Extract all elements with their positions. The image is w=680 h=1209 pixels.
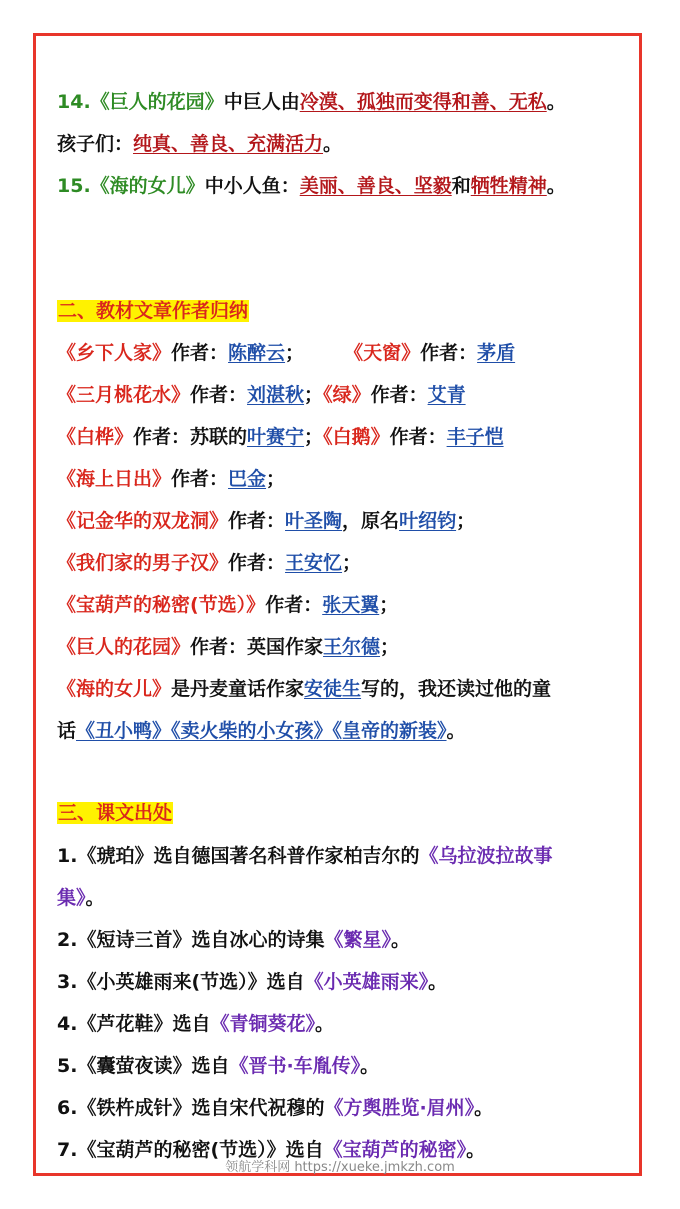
author-name: 安徒生 — [304, 678, 362, 700]
kids-end: 。 — [323, 133, 343, 155]
author-name: 叶赛宁 — [247, 426, 305, 448]
author-label: 作者： — [190, 384, 248, 406]
separator: ； — [380, 636, 400, 658]
separator: ； — [304, 384, 324, 406]
source-book: 《小英雄雨来》 — [304, 971, 429, 993]
item-number: 14. — [57, 91, 91, 113]
source-text: 1.《琥珀》选自德国著名科普作家柏吉尔的 — [57, 845, 420, 867]
section-heading: 二、教材文章作者归纳 — [58, 300, 249, 322]
source-row-1 — [57, 843, 552, 869]
author-row-1 — [57, 340, 515, 366]
source-end: 。 — [85, 887, 105, 909]
author-name: 茅盾 — [477, 342, 516, 364]
source-book: 《晋书·车胤传》 — [229, 1055, 361, 1077]
source-end: 。 — [390, 929, 410, 951]
author-row-5 — [57, 508, 475, 534]
source-end: 。 — [360, 1055, 380, 1077]
text-title: 《乡下人家》 — [57, 342, 172, 364]
author-label: 作者： — [228, 510, 286, 532]
author-row-2 — [57, 382, 466, 408]
source-book: 《乌拉波拉故事 — [419, 845, 553, 867]
section-3-heading — [57, 800, 173, 826]
item-highlight-2: 牺牲精神 — [470, 175, 547, 197]
author-name: 丰子恺 — [446, 426, 504, 448]
source-text: 3.《小英雄雨来(节选）》选自 — [57, 971, 305, 993]
item-15 — [57, 173, 566, 199]
text-title: 《绿》 — [323, 384, 371, 406]
author-label: 作者： — [228, 552, 286, 574]
item-and: 和 — [451, 175, 471, 197]
source-book: 集》 — [57, 887, 86, 909]
text-title: 《宝葫芦的秘密(节选）》 — [57, 594, 266, 616]
source-text: 2.《短诗三首》选自冰心的诗集 — [57, 929, 325, 951]
text-title: 《白桦》 — [57, 426, 134, 448]
item-end: 。 — [546, 175, 566, 197]
source-row-2 — [57, 927, 410, 953]
source-row-1-cont — [57, 885, 105, 911]
source-text: 6.《铁杵成针》选自宋代祝穆的 — [57, 1097, 325, 1119]
source-row-4 — [57, 1011, 334, 1037]
source-text: 4.《芦花鞋》选自 — [57, 1013, 211, 1035]
source-book: 《方舆胜览·眉州》 — [324, 1097, 475, 1119]
sentence-end: 。 — [446, 720, 466, 742]
source-book: 《青铜葵花》 — [210, 1013, 315, 1035]
author-name: 王安忆 — [285, 552, 343, 574]
sentence-lead: 话 — [57, 720, 77, 742]
author-label: 作者： — [171, 468, 229, 490]
source-row-6 — [57, 1095, 493, 1121]
author-row-6 — [57, 550, 361, 576]
separator: ； — [304, 426, 324, 448]
author-label: 作者： — [420, 342, 478, 364]
author-label: 作者：苏联的 — [133, 426, 248, 448]
kids-highlight: 纯真、善良、充满活力 — [133, 133, 324, 155]
text-title: 《巨人的花园》 — [57, 636, 191, 658]
source-book: 《宝葫芦的秘密》 — [323, 1139, 467, 1161]
author-name: 叶圣陶 — [285, 510, 343, 532]
item-highlight: 美丽、善良、坚毅 — [299, 175, 452, 197]
author-label: 是丹麦童话作家 — [171, 678, 305, 700]
source-text: 5.《囊萤夜读》选自 — [57, 1055, 230, 1077]
author-name: 王尔德 — [323, 636, 381, 658]
item-highlight: 冷漠、孤独而变得和善、无私 — [299, 91, 547, 113]
source-end: 。 — [428, 971, 448, 993]
text-title: 《白鹅》 — [323, 426, 390, 448]
sentence-text: 写的，我还读过他的童 — [361, 678, 552, 700]
text-title: 《我们家的男子汉》 — [57, 552, 229, 574]
separator: ； — [379, 594, 399, 616]
author-row-9 — [57, 676, 551, 702]
item-title: 《海的女儿》 — [90, 175, 205, 197]
author-row-7 — [57, 592, 398, 618]
separator: ； — [285, 342, 305, 364]
text-title: 《三月桃花水》 — [57, 384, 191, 406]
author-name: 叶绍钧 — [399, 510, 457, 532]
author-label: 作者： — [171, 342, 229, 364]
author-label: 作者： — [389, 426, 447, 448]
separator: ，原名 — [342, 510, 400, 532]
author-row-8 — [57, 634, 399, 660]
item-title: 《巨人的花园》 — [90, 91, 224, 113]
author-row-10 — [57, 718, 466, 744]
section-heading: 三、课文出处 — [58, 802, 173, 824]
author-name: 巴金 — [228, 468, 267, 490]
story-titles: 《丑小鸭》《卖火柴的小女孩》《皇帝的新装》 — [76, 720, 447, 742]
source-end: 。 — [466, 1139, 486, 1161]
author-row-4 — [57, 466, 285, 492]
text-title: 《天窗》 — [344, 342, 421, 364]
item-14 — [57, 89, 566, 115]
source-end: 。 — [474, 1097, 494, 1119]
watermark-footer: 领航学科网 https://xueke.jmkzh.com — [225, 1160, 455, 1175]
author-row-3 — [57, 424, 504, 450]
item-text: 中小人鱼： — [204, 175, 300, 197]
source-book: 《繁星》 — [324, 929, 391, 951]
author-label: 作者： — [370, 384, 428, 406]
author-name: 刘湛秋 — [247, 384, 305, 406]
item-number: 15. — [57, 175, 91, 197]
text-title: 《海的女儿》 — [57, 678, 172, 700]
source-row-3 — [57, 969, 447, 995]
item-end: 。 — [546, 91, 566, 113]
separator: ； — [456, 510, 476, 532]
item-text: 中巨人由 — [223, 91, 300, 113]
author-label: 作者：英国作家 — [190, 636, 324, 658]
kids-lead: 孩子们： — [57, 133, 134, 155]
author-name: 张天翼 — [322, 594, 380, 616]
source-end: 。 — [314, 1013, 334, 1035]
text-title: 《记金华的双龙洞》 — [57, 510, 229, 532]
section-2-heading — [57, 298, 249, 324]
author-name: 陈醉云 — [228, 342, 286, 364]
separator: ； — [266, 468, 286, 490]
source-row-5 — [57, 1053, 379, 1079]
kids-line — [57, 131, 342, 157]
author-name: 艾青 — [427, 384, 466, 406]
source-text: 7.《宝葫芦的秘密(节选）》选自 — [57, 1139, 324, 1161]
separator: ； — [342, 552, 362, 574]
author-label: 作者： — [265, 594, 323, 616]
text-title: 《海上日出》 — [57, 468, 172, 490]
